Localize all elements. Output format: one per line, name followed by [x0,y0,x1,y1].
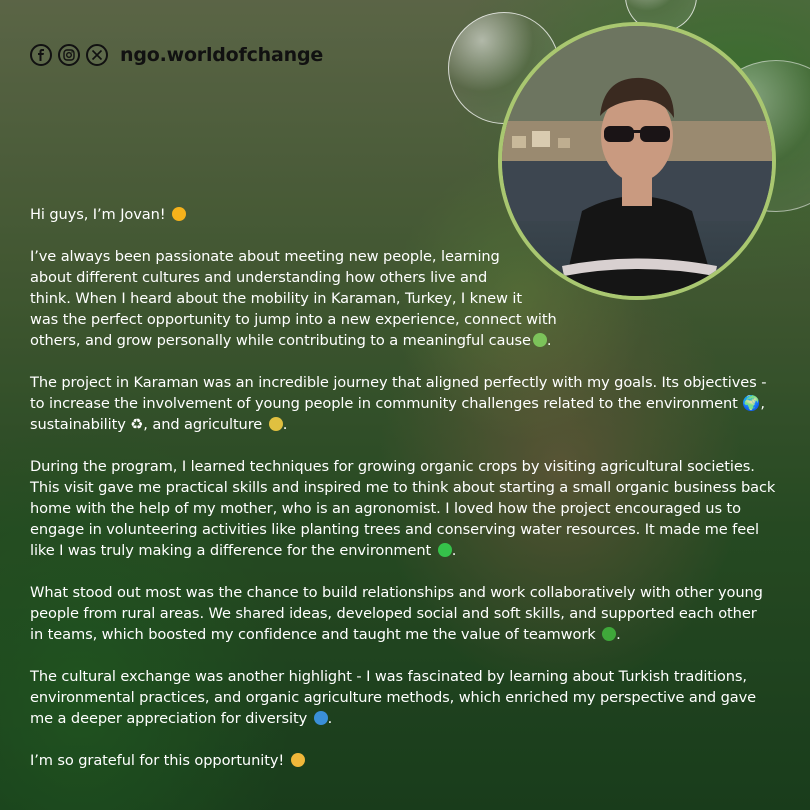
paragraph-closing: I’m so grateful for this opportunity! [30,750,790,771]
testimonial-text [30,204,790,792]
green-heart-icon [438,543,452,557]
paragraph-cultural: The cultural exchange was another highlight - I was fascinated by learning about Turkish traditions, environmental practices, and organic agriculture methods, which enriched my perspective and gave me a deeper appreciation for diversity . [30,668,757,727]
globe-icon [314,711,328,725]
clover-icon [602,627,616,641]
paragraph-program: During the program, I learned techniques for growing organic crops by visiting agricultural societies. This visit gave me practical skills and inspired me to think about starting a small organic business back home with the help of my mother, who is an agronomist. I loved how the project encouraged us to engage in volunteering activities like planting trees and conserving water resources. It made me feel like I was truly making a difference for the environment . [30,458,776,559]
praying-hands-icon [291,753,305,767]
wheat-icon [269,417,283,431]
paragraph-project: The project in Karaman was an incredible journey that aligned perfectly with my goals. Its objectives - to increase the involvement of young people in community challenges related to the environment 🌍, sustainability ♻, and agriculture . [30,374,767,433]
social-header [30,44,323,66]
paragraph-motivation: I’ve always been passionate about meeting new people, learning about different cultures and understanding how others live and think. When I heard about the mobility in Karaman, Turkey, I knew it was the perfect opportunity to jump into a new experience, connect with others, and grow personally while contributing to a meaningful cause . [30,248,557,349]
sun-icon [172,207,186,221]
facebook-icon[interactable] [30,44,52,66]
paragraph-greeting: Hi guys, I’m Jovan! [30,204,790,225]
account-handle[interactable]: ngo.worldofchange [120,44,324,66]
x-icon[interactable] [86,44,108,66]
herb-icon [533,333,547,347]
instagram-icon[interactable] [58,44,80,66]
paragraph-relationships: What stood out most was the chance to build relationships and work collaboratively with other young people from rural areas. We shared ideas, developed social and soft skills, and supported each other in teams, which boosted my confidence and taught me the value of teamwork . [30,584,763,643]
